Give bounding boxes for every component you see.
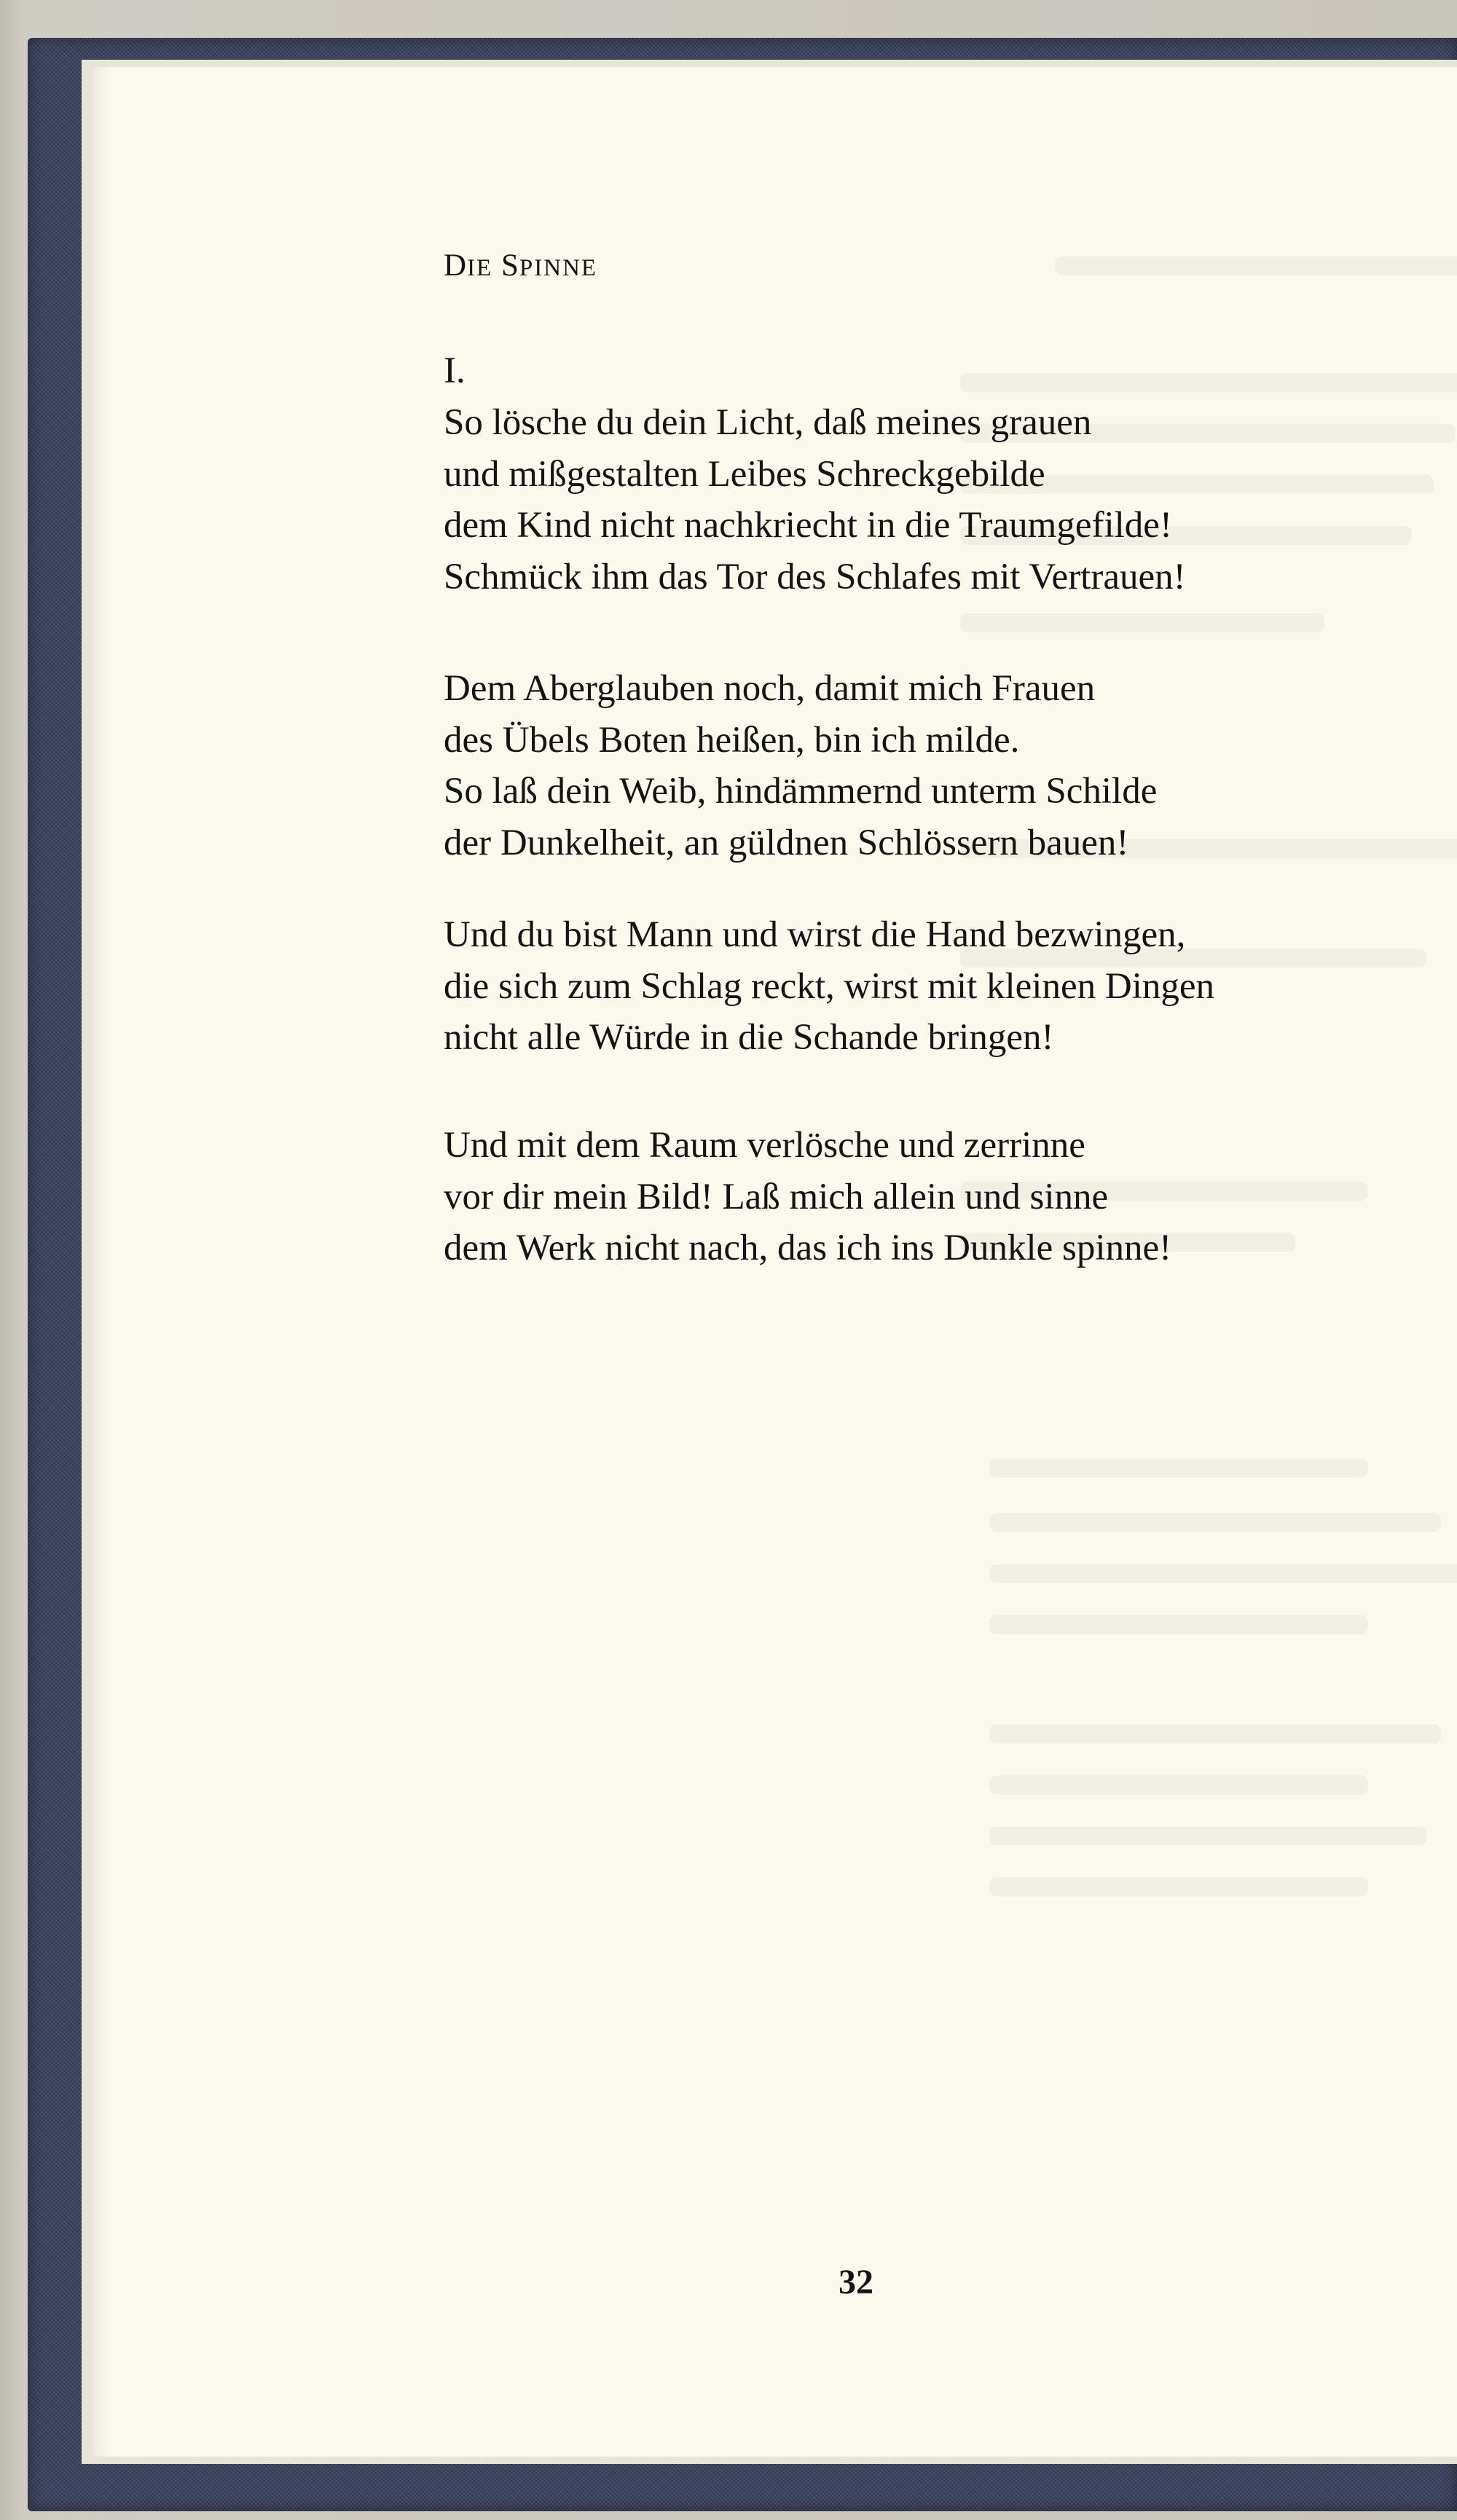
verse-line: vor dir mein Bild! Laß mich allein und sinne: [444, 1176, 1109, 1217]
bleed-through-mark: [960, 373, 1457, 392]
section-number: I.: [444, 350, 466, 391]
verse-line: Dem Aberglauben noch, damit mich Frauen: [444, 668, 1096, 709]
verse-line: dem Kind nicht nachkriecht in die Traumgefilde!: [444, 505, 1172, 546]
bleed-through-mark: [960, 613, 1324, 632]
verse-line: der Dunkelheit, an güldnen Schlössern bauen!: [444, 822, 1129, 863]
verse-line: die sich zum Schlag reckt, wirst mit kleinen Dingen: [444, 965, 1215, 1007]
book-page: [93, 67, 1457, 2457]
verse-line: nicht alle Würde in die Schande bringen!: [444, 1017, 1054, 1058]
bleed-through-mark: [989, 1877, 1368, 1896]
bleed-through-mark: [989, 1615, 1368, 1634]
bleed-through-mark: [989, 1724, 1441, 1743]
bleed-through-mark: [989, 1459, 1368, 1477]
page-number: 32: [839, 2263, 873, 2301]
verse-line: Und mit dem Raum verlösche und zerrinne: [444, 1125, 1085, 1166]
bleed-through-mark: [1055, 256, 1457, 275]
stanza: [444, 1120, 1171, 1274]
verse-line: des Übels Boten heißen, bin ich milde.: [444, 719, 1020, 761]
poem-title: DIE SPINNE: [444, 248, 598, 283]
verse-line: So laß dein Weib, hindämmernd unterm Schilde: [444, 771, 1158, 812]
bleed-through-mark: [989, 1826, 1426, 1845]
verse-line: Schmück ihm das Tor des Schlafes mit Vertrauen!: [444, 556, 1186, 597]
stanza: [444, 909, 1214, 1064]
verse-line: So lösche du dein Licht, daß meines grauen: [444, 402, 1092, 443]
bleed-through-mark: [989, 1564, 1457, 1583]
verse-line: dem Werk nicht nach, das ich ins Dunkle spinne!: [444, 1228, 1172, 1268]
bleed-through-mark: [989, 1513, 1441, 1532]
verse-line: und mißgestalten Leibes Schreckgebilde: [444, 453, 1045, 495]
stanza: [444, 397, 1186, 602]
bleed-through-mark: [989, 1775, 1368, 1794]
stanza: [444, 663, 1157, 868]
verse-line: Und du bist Mann und wirst die Hand bezwingen,: [444, 914, 1186, 955]
